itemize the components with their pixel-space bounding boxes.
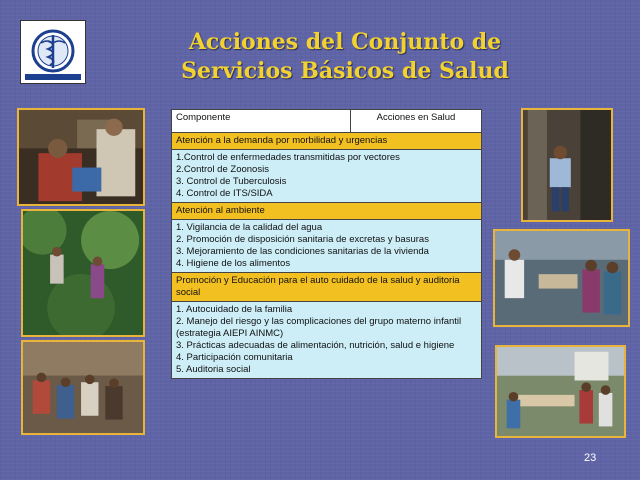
list-item: 3. Mejoramiento de las condiciones sanitarias de la vivienda	[176, 246, 429, 257]
section-body-ambiente	[172, 220, 482, 273]
section-heading-ambiente: Atención al ambiente	[172, 203, 482, 220]
list-item: 4. Participación comunitaria	[176, 352, 293, 363]
photo-child-doorway	[521, 108, 613, 222]
section-heading-morbilidad: Atención a la demanda por morbilidad y urgencias	[172, 133, 482, 150]
section-heading-row	[172, 273, 482, 302]
list-item: 1. Vigilancia de la calidad del agua	[176, 222, 323, 233]
list-item: 3. Prácticas adecuadas de alimentación, nutrición, salud e higiene	[176, 340, 455, 351]
section-heading-promocion: Promoción y Educación para el auto cuidado de la salud y auditoria social	[172, 273, 482, 302]
list-item: 1. Autocuidado de la familia	[176, 304, 293, 315]
photo-home-visit	[17, 108, 145, 206]
section-body-row	[172, 220, 482, 273]
health-actions-table	[171, 109, 482, 379]
list-item: 4. Higiene de los alimentos	[176, 258, 291, 269]
photo-health-clinic	[493, 229, 630, 327]
ministry-logo	[20, 20, 86, 84]
slide-title	[140, 28, 550, 86]
section-heading-row	[172, 203, 482, 220]
section-body-promocion	[172, 302, 482, 379]
title-line-2: Servicios Básicos de Salud	[181, 58, 509, 84]
section-body-row	[172, 150, 482, 203]
list-item: 4. Control de ITS/SIDA	[176, 188, 273, 199]
page-number: 23	[584, 452, 597, 464]
table-header-row	[172, 110, 482, 133]
list-item: 5. Auditoria social	[176, 364, 251, 375]
list-item: 3. Control de Tuberculosis	[176, 176, 287, 187]
section-body-row	[172, 302, 482, 379]
title-line-1: Acciones del Conjunto de	[188, 29, 502, 55]
list-item: 2. Promoción de disposición sanitaria de excretas y basuras	[176, 234, 429, 245]
photo-community-meeting	[21, 340, 145, 435]
list-item: 2.Control de Zoonosis	[176, 164, 269, 175]
section-heading-row	[172, 133, 482, 150]
list-item: 2. Manejo del riesgo y las complicaciones del grupo materno infantil (estrategia AIEPI AINMC)	[176, 316, 462, 339]
photo-field-visit	[21, 209, 145, 337]
photo-outdoor-workshop	[495, 345, 626, 438]
header-componente: Componente	[172, 110, 351, 133]
header-acciones: Acciones en Salud	[351, 110, 482, 133]
list-item: 1.Control de enfermedades transmitidas por vectores	[176, 152, 400, 163]
section-body-morbilidad	[172, 150, 482, 203]
